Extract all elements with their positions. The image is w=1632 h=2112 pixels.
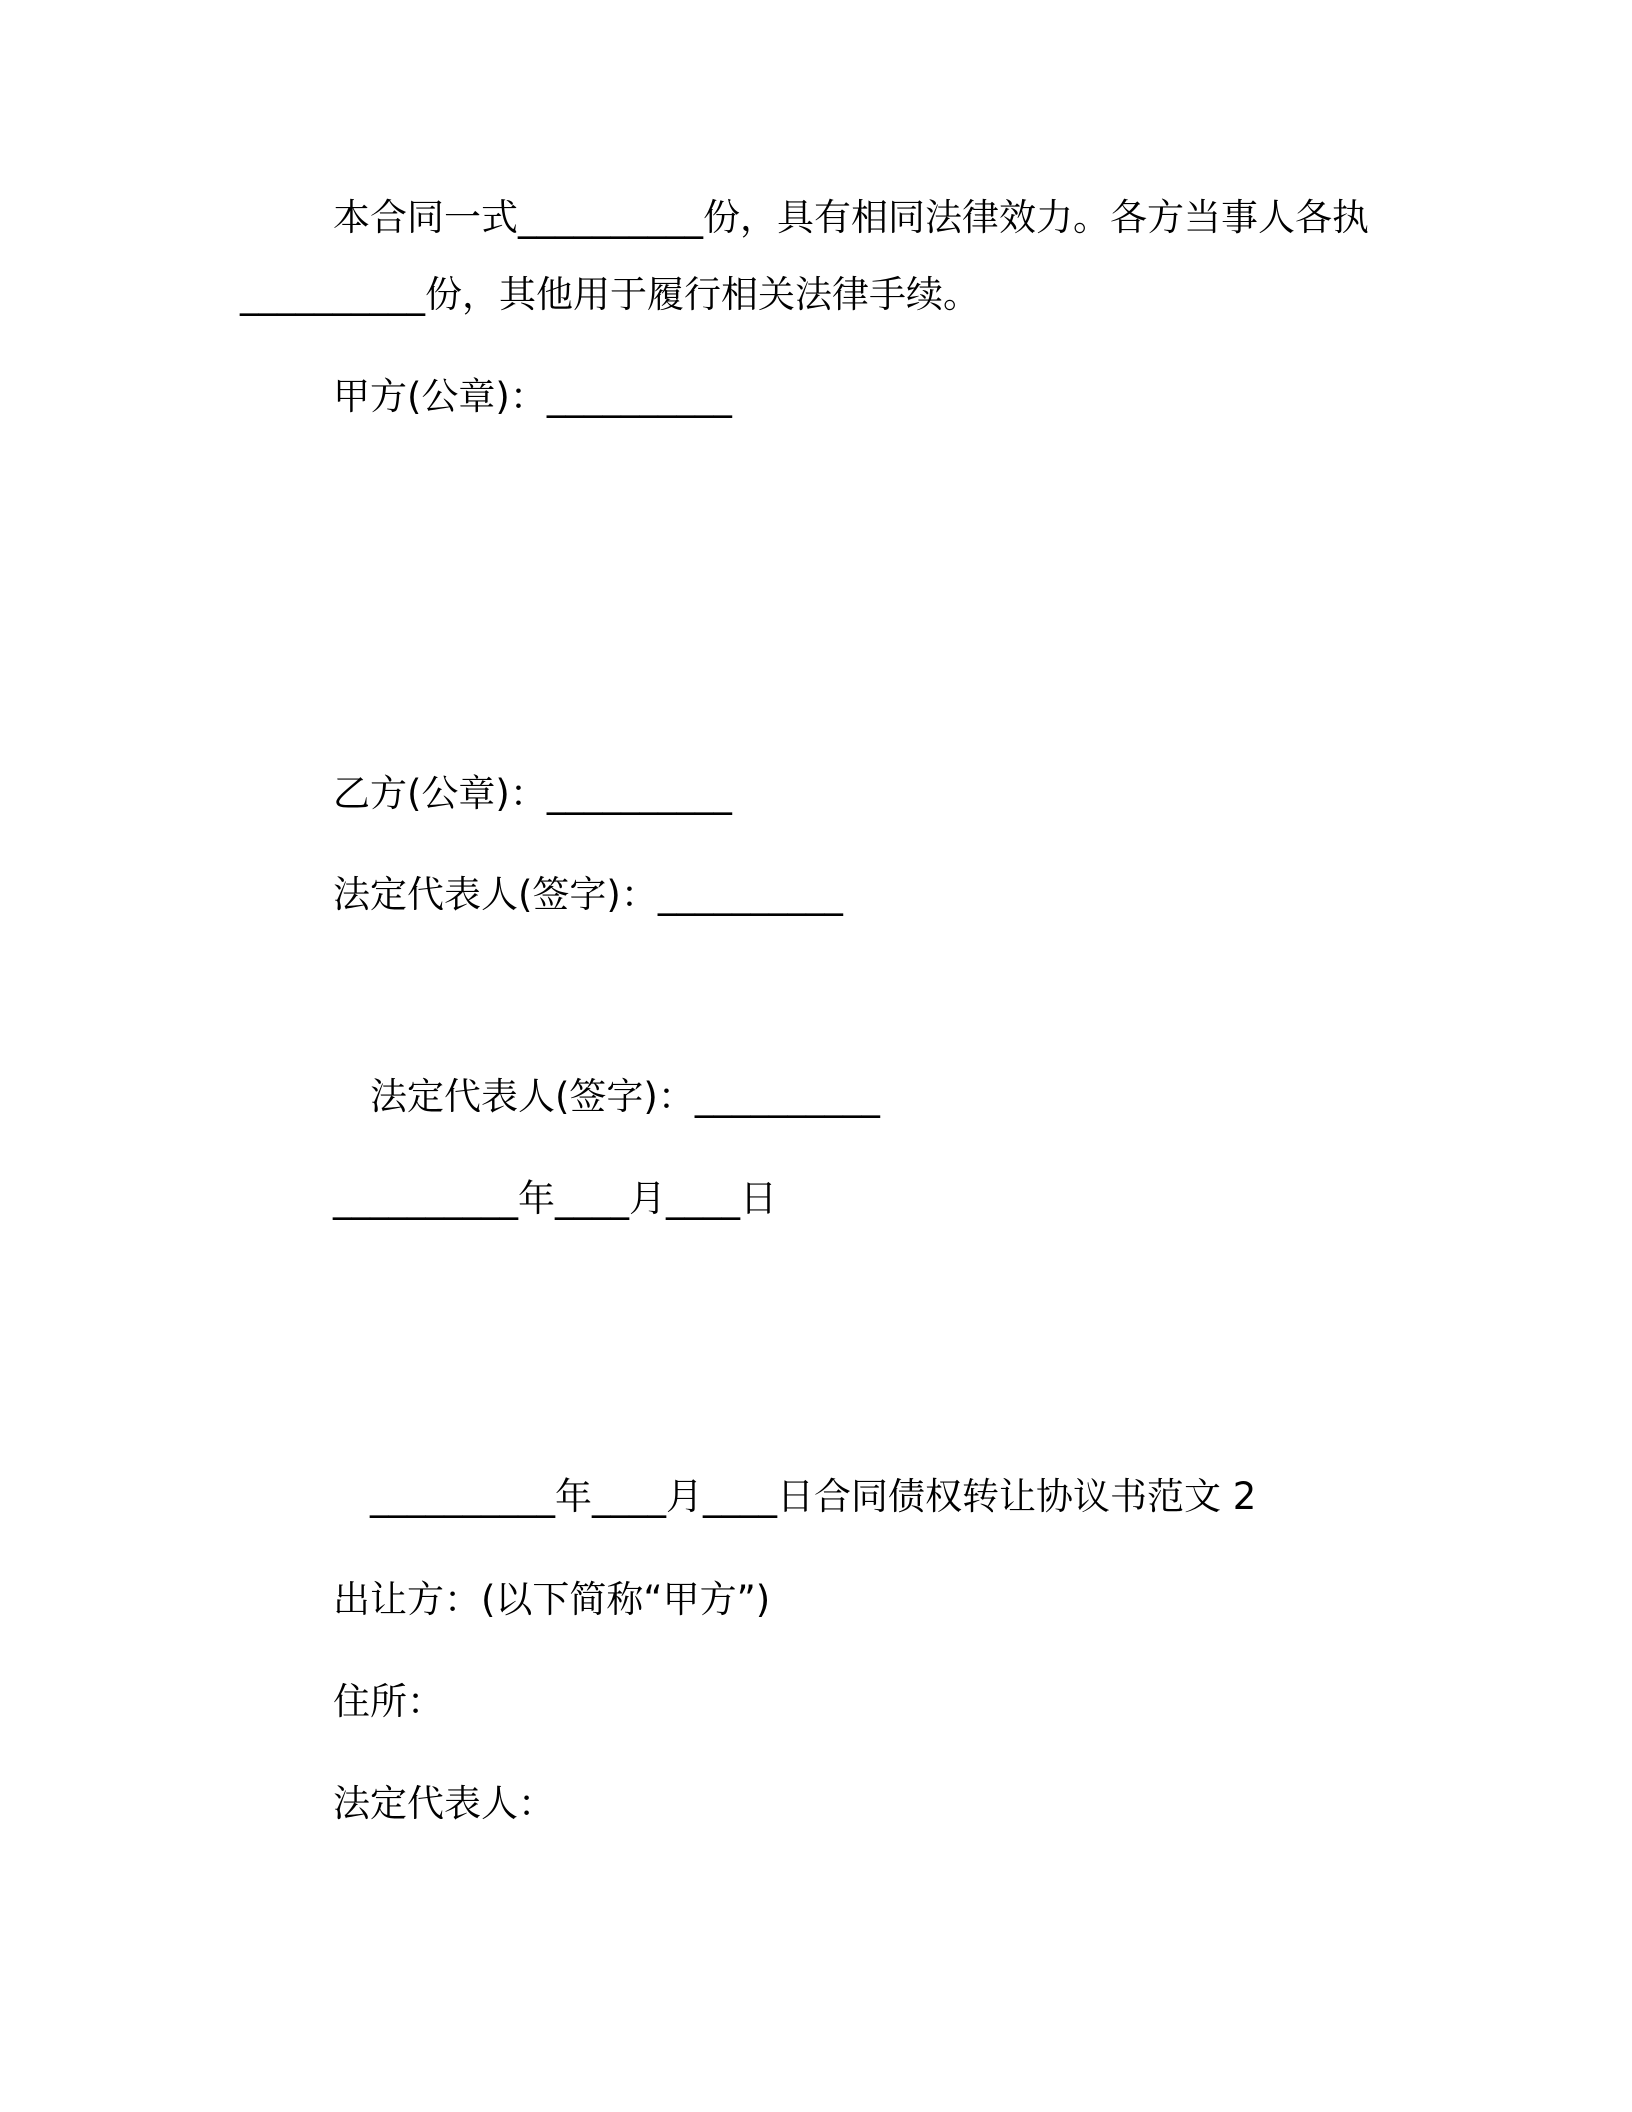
- party-a-seal-line: 甲方(公章)：__________: [333, 375, 732, 418]
- copies-clause-line-1: 本合同一式__________份，具有相同法律效力。各方当事人各执: [333, 196, 1369, 239]
- assignor-line: 出让方：(以下简称“甲方”): [333, 1578, 771, 1621]
- signing-date-line: __________年____月____日: [333, 1177, 777, 1220]
- document-title-line: __________年____月____日合同债权转让协议书范文 2: [370, 1475, 1257, 1518]
- party-b-seal-line: 乙方(公章)：__________: [333, 772, 732, 815]
- legal-rep-signature-line-2: 法定代表人(签字)：__________: [370, 1075, 880, 1118]
- residence-line: 住所：: [333, 1680, 444, 1723]
- copies-clause-line-2: __________份，其他用于履行相关法律手续。: [240, 273, 980, 316]
- legal-rep-signature-line-1: 法定代表人(签字)：__________: [333, 873, 843, 916]
- legal-representative-line: 法定代表人：: [333, 1782, 555, 1825]
